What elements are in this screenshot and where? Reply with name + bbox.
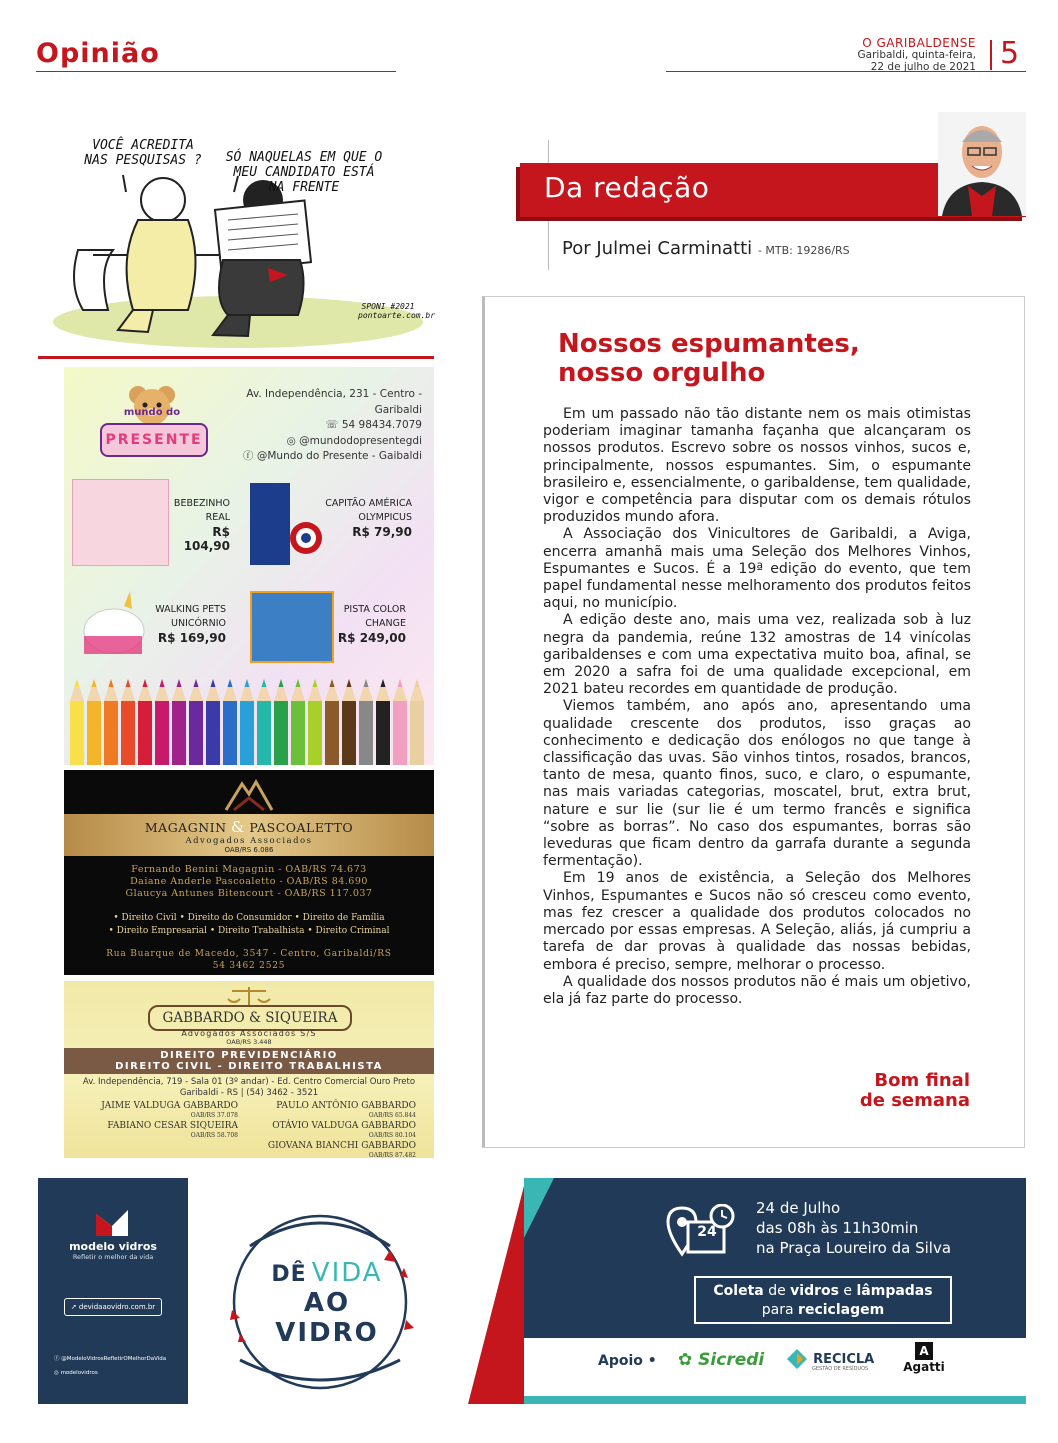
law2-lawyers-left: JAIME VALDUGA GABBARDO OAB/RS 37.078 FABIANO CESAR SIQUEIRA OAB/RS 58.708: [101, 1101, 238, 1139]
support-label: Apoio •: [598, 1353, 657, 1369]
column-byline: [562, 238, 850, 259]
pencil: [155, 679, 169, 765]
pencil: [342, 679, 356, 765]
author-name: Por Julmei Carminatti: [562, 238, 753, 259]
article-body: [543, 406, 971, 1008]
facebook-icon: ⓕ: [243, 450, 257, 462]
pencil: [274, 679, 288, 765]
product-1-label: BEBEZINHO REAL R$ 104,90: [173, 498, 230, 553]
banner-social: [54, 1352, 184, 1380]
law2-firm-name: GABBARDO & SIQUEIRA: [148, 1005, 352, 1031]
article-paragraph-6: A qualidade dos nossos produtos não é mais um objetivo, ela já faz parte do processo.: [543, 973, 971, 1007]
toy-store-contacts: [204, 387, 422, 465]
article-paragraph-3: A edição deste ano, mais uma vez, realizada sob à luz negra da pandemia, reúne 132 amostras de 14 vinícolas garibaldenses e com uma expectativa muito boa, afinal, se em 2020 a safra foi de uma qualidade excepcional, em 2021 bateu recordes em quantidade de produção.: [543, 612, 971, 698]
editorial-cartoon: [38, 110, 434, 355]
cartoon-speech-right: SÓ NAQUELAS EM QUE O MEU CANDIDATO ESTÁ NA FRENTE: [225, 150, 383, 195]
pencil: [308, 679, 322, 765]
pencil: [87, 679, 101, 765]
law2-lawyers-right: PAULO ANTÔNIO GABBARDO OAB/RS 65.844 OTÁVIO VALDUGA GABBARDO OAB/RS 80.104 GIOVANA BIANCHI GABBARDO OAB/RS 87.482: [267, 1101, 416, 1159]
instagram-icon: ◎: [286, 434, 300, 447]
modelo-vidros-banner[interactable]: [38, 1178, 1026, 1404]
banner-instagram[interactable]: ◎ modelovidros: [54, 1370, 98, 1376]
law1-subtitle: Advogados Associados: [185, 836, 313, 846]
product-image-unicorn: [74, 591, 154, 661]
pencil: [325, 679, 339, 765]
banner-tagline: Refletir o melhor da vida: [72, 1253, 154, 1261]
sponsor-recicla: RECICLA GESTÃO DE RESÍDUOS: [786, 1348, 874, 1372]
article-signoff: Bom final de semana: [859, 1070, 970, 1111]
banner-site-link[interactable]: ➚ devidaaovidro.com.br: [64, 1298, 162, 1316]
pencil: [70, 679, 84, 765]
modelo-vidros-logo-icon: [94, 1208, 130, 1238]
pencil: [359, 679, 373, 765]
instagram-icon: ◎: [54, 1370, 61, 1376]
cartoon-bottom-rule: [38, 356, 434, 359]
article-paragraph-5: Em 19 anos de existência, a Seleção dos Melhores Vinhos, Espumantes e Sucos não só cresceu como evento, mas fez crescer a qualidade dos produtos colocados no mercado por essas empresas. A Seleção, aliás, já cumpriu a tarefa de dar provas à qualidade das nossas bebidas, embora é preciso, sempre, melhorar o processo.: [543, 870, 971, 973]
pencil: [223, 679, 237, 765]
paper-dateline: [858, 37, 976, 73]
sicredi-logo-icon: ✿: [678, 1350, 693, 1370]
cartoon-speech-left: VOCÊ ACREDITA NAS PESQUISAS ?: [84, 138, 202, 168]
law1-oab: OAB/RS 6.086: [224, 846, 274, 854]
page-number: 5: [1000, 36, 1020, 71]
toy-store-address: Av. Independência, 231 - Centro - Garibaldi: [246, 388, 422, 416]
banner-facebook[interactable]: ⓕ @ModeloVidrosRefletirOMelhorDaVida: [54, 1356, 167, 1362]
pencil: [172, 679, 186, 765]
law2-address: Av. Independência, 719 - Sala 01 (3º andar) - Ed. Centro Comercial Ouro Preto Garibaldi - RS | (54) 3462 - 3521: [82, 1077, 416, 1098]
toy-store-instagram: ◎ @mundodopresentegdi: [286, 434, 422, 447]
author-photo: [938, 112, 1026, 216]
law1-firm-name: MAGAGNIN & PASCOALETTO: [144, 818, 354, 836]
dateline-line2: 22 de julho de 2021: [870, 61, 976, 73]
toy-brand-top: mundo do: [123, 407, 181, 418]
campaign-title: DÊ VIDA AO VIDRO: [271, 1258, 383, 1348]
law2-subtitle: Advogados Associados S/S: [181, 1029, 317, 1038]
cursor-icon: ➚: [70, 1303, 79, 1311]
article-headline: Nossos espumantes, nosso orgulho: [558, 329, 860, 388]
product-image-baby-doll: [72, 479, 169, 566]
collection-box: Coleta de vidros e lâmpadas para reciclagem: [694, 1276, 952, 1324]
sponsor-sicredi: ✿ Sicredi: [678, 1350, 765, 1370]
magagnin-pascoaletto-ad[interactable]: [64, 770, 434, 975]
event-details: 24 de Julho das 08h às 11h30min na Praça Loureiro da Silva: [756, 1199, 952, 1257]
pencil: [138, 679, 152, 765]
toy-store-phone: ☏ 54 98434.7079: [325, 419, 422, 431]
pencil: [104, 679, 118, 765]
colored-pencils-illustration: [64, 679, 434, 765]
paper-name: O GARIBALDENSE: [862, 36, 976, 50]
product-image-race-track: [250, 591, 334, 663]
gabbardo-siqueira-ad[interactable]: [64, 981, 434, 1158]
law1-lawyers: Fernando Benini Magagnin - OAB/RS 74.673 Daiane Anderle Pascoaletto - OAB/RS 84.690 Glaucya Antunes Bitencourt - OAB/RS 117.037: [125, 864, 373, 899]
product-image-captain-america: [246, 483, 324, 568]
law2-practice-areas: DIREITO PREVIDENCIÁRIO DIREITO CIVIL - DIREITO TRABALHISTA: [115, 1050, 383, 1072]
article-paragraph-2: A Associação dos Vinicultores de Garibaldi, a Aviga, encerra amanhã mais uma Seleção dos Melhores Vinhos, Espumantes e Sucos. É a 19ª edição do evento, que tem papel fundamental nesse melhoramento dos produtos feitos aqui, no município.: [543, 526, 971, 612]
facebook-icon: ⓕ: [54, 1356, 62, 1362]
mountain-logo-icon: [224, 776, 274, 814]
banner-diagonal-accent: [468, 1178, 526, 1404]
law1-practice-areas: • Direito Civil • Direito do Consumidor • Direito de Família • Direito Empresarial • Direito Trabalhista • Direito Criminal: [108, 913, 390, 936]
page-number-divider: [990, 40, 992, 70]
law1-contact: Rua Buarque de Macedo, 3547 - Centro, Garibaldi/RS 54 3462 2525: [106, 949, 392, 971]
banner-teal-corner: [524, 1178, 554, 1338]
header-rule-left: [36, 71, 396, 72]
pencil: [189, 679, 203, 765]
banner-bottom-stripe: [524, 1396, 1026, 1404]
pencil: [410, 679, 424, 765]
cartoon-signature: SPONI #2021 pontoarte.com.br: [358, 302, 436, 320]
pencil: [257, 679, 271, 765]
sponsor-agatti: A Agatti: [903, 1344, 945, 1374]
section-title: Opinião: [36, 38, 160, 69]
author-mtb: - MTB: 19286/RS: [757, 244, 850, 257]
product-4-label: PISTA COLOR CHANGE R$ 249,00: [337, 604, 406, 645]
calendar-day: 24: [697, 1224, 717, 1240]
dateline-line1: Garibaldi, quinta-feira,: [857, 49, 976, 61]
toy-brand-name: PRESENTE: [100, 423, 208, 457]
article-paragraph-4: Viemos também, ano após ano, apresentando uma qualidade crescente dos produtos, isso graças ao conhecimento e dedicação dos enólogos no que tange à classificação das uvas. São vinhos tintos, rosados, brancos, tanto de mesa, quanto finos, suco, e claro, o espumante, nas mais variadas categorias, moscatel, brut, extra brut, nature e sur lie (sur lie é um termo francês e significa “sobre as borras”. No caso dos espumantes, borras são leveduras que ficam dentro da garrafa durante a segunda fermentação).: [543, 698, 971, 870]
whatsapp-icon: ☏: [325, 419, 342, 431]
product-2-label: CAPITÃO AMÉRICA OLYMPICUS R$ 79,90: [325, 498, 412, 539]
recicla-logo-icon: [786, 1348, 808, 1370]
column-title: Da redação: [544, 171, 710, 204]
pencil: [206, 679, 220, 765]
pencil: [376, 679, 390, 765]
banner-brand: modelo vidros: [69, 1240, 157, 1253]
pencil: [393, 679, 407, 765]
product-3-label: WALKING PETS UNICÓRNIO R$ 169,90: [155, 604, 226, 645]
pencil: [121, 679, 135, 765]
toy-store-facebook: ⓕ @Mundo do Presente - Gaibaldi: [243, 450, 422, 462]
article-paragraph-1: Em um passado não tão distante nem os mais otimistas poderiam imaginar tamanha façanha que alcançaram os nossos produtos. Escrevo sobre os nossos vinhos, sucos e, principalmente, nossos espumantes. Sim, o espumante brasileiro e, essencialmente, o garibaldense, tem qualidade, vigor e competência para disputar com os demais rótulos produzidos mundo afora.: [543, 406, 971, 526]
law2-oab: OAB/RS 3.448: [226, 1038, 272, 1046]
toy-store-ad[interactable]: [64, 367, 434, 765]
pencil: [291, 679, 305, 765]
agatti-logo-icon: A: [915, 1342, 933, 1360]
pencil: [240, 679, 254, 765]
